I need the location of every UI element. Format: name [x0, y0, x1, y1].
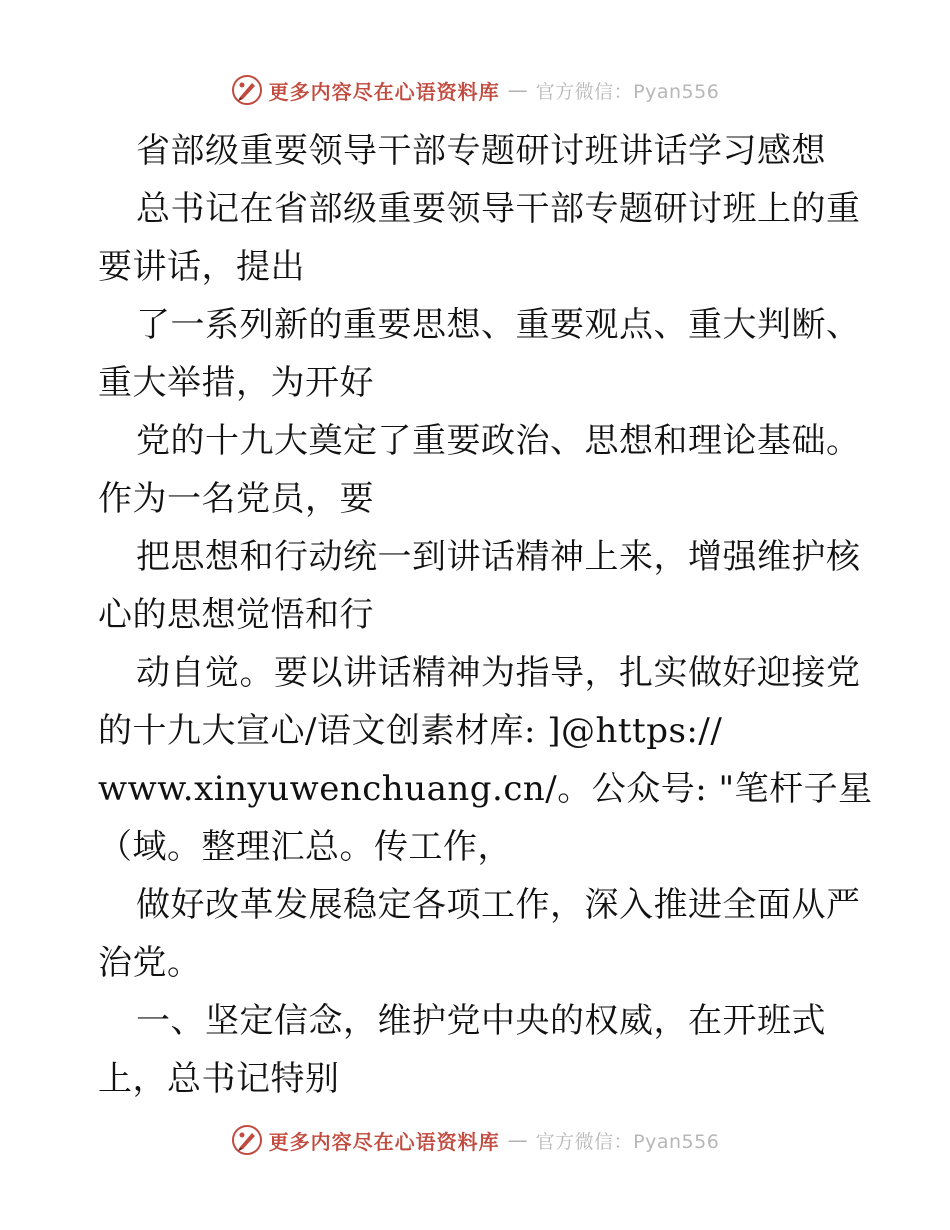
document-body [98, 122, 873, 1108]
quill-pen-logo-icon [231, 1124, 263, 1156]
paragraph-line: 一、坚定信念，维护党中央的权威，在开班式 [136, 1001, 826, 1041]
paragraph-line: 的十九大宣心/语文创素材库: ]@https:// [98, 711, 723, 751]
quill-pen-logo-icon [231, 74, 263, 106]
paragraph-line: 心的思想觉悟和行 [98, 595, 374, 635]
brand-text: 更多内容尽在心语资料库 [268, 1129, 500, 1154]
brand-separator: — [507, 1128, 528, 1152]
brand-separator: — [507, 78, 528, 102]
paragraph-line: 作为一名党员，要 [98, 479, 374, 519]
paragraph-line: 动自觉。要以讲话精神为指导，扎实做好迎接党 [136, 653, 861, 693]
paragraph-line: 把思想和行动统一到讲话精神上来，增强维护核 [136, 537, 861, 577]
paragraph-line: 要讲话，提出 [98, 247, 305, 287]
paragraph-line: www.xinyuwenchuang.cn/。公众号: "笔杆子星 [98, 769, 873, 809]
paragraph-line: 治党。 [98, 943, 202, 983]
paragraph-line: 做好改革发展稳定各项工作，深入推进全面从严 [136, 885, 861, 925]
page-footer [0, 1120, 950, 1160]
wechat-id: 官方微信：Pyan556 [535, 1130, 720, 1153]
paragraph-line: 了一系列新的重要思想、重要观点、重大判断、 [136, 305, 861, 345]
paragraph-line: 重大举措，为开好 [98, 363, 374, 403]
paragraph-line: 上，总书记特别 [98, 1059, 340, 1099]
paragraph-line: 党的十九大奠定了重要政治、思想和理论基础。 [136, 421, 861, 461]
brand-banner [231, 74, 720, 106]
brand-banner-footer [231, 1124, 720, 1156]
paragraph-line: （域。整理汇总。传工作， [98, 827, 512, 867]
brand-text: 更多内容尽在心语资料库 [268, 79, 500, 104]
page-header [0, 70, 950, 110]
wechat-id: 官方微信：Pyan556 [535, 80, 720, 103]
paragraph-line: 总书记在省部级重要领导干部专题研讨班上的重 [136, 189, 861, 229]
document-title: 省部级重要领导干部专题研讨班讲话学习感想 [136, 131, 826, 171]
